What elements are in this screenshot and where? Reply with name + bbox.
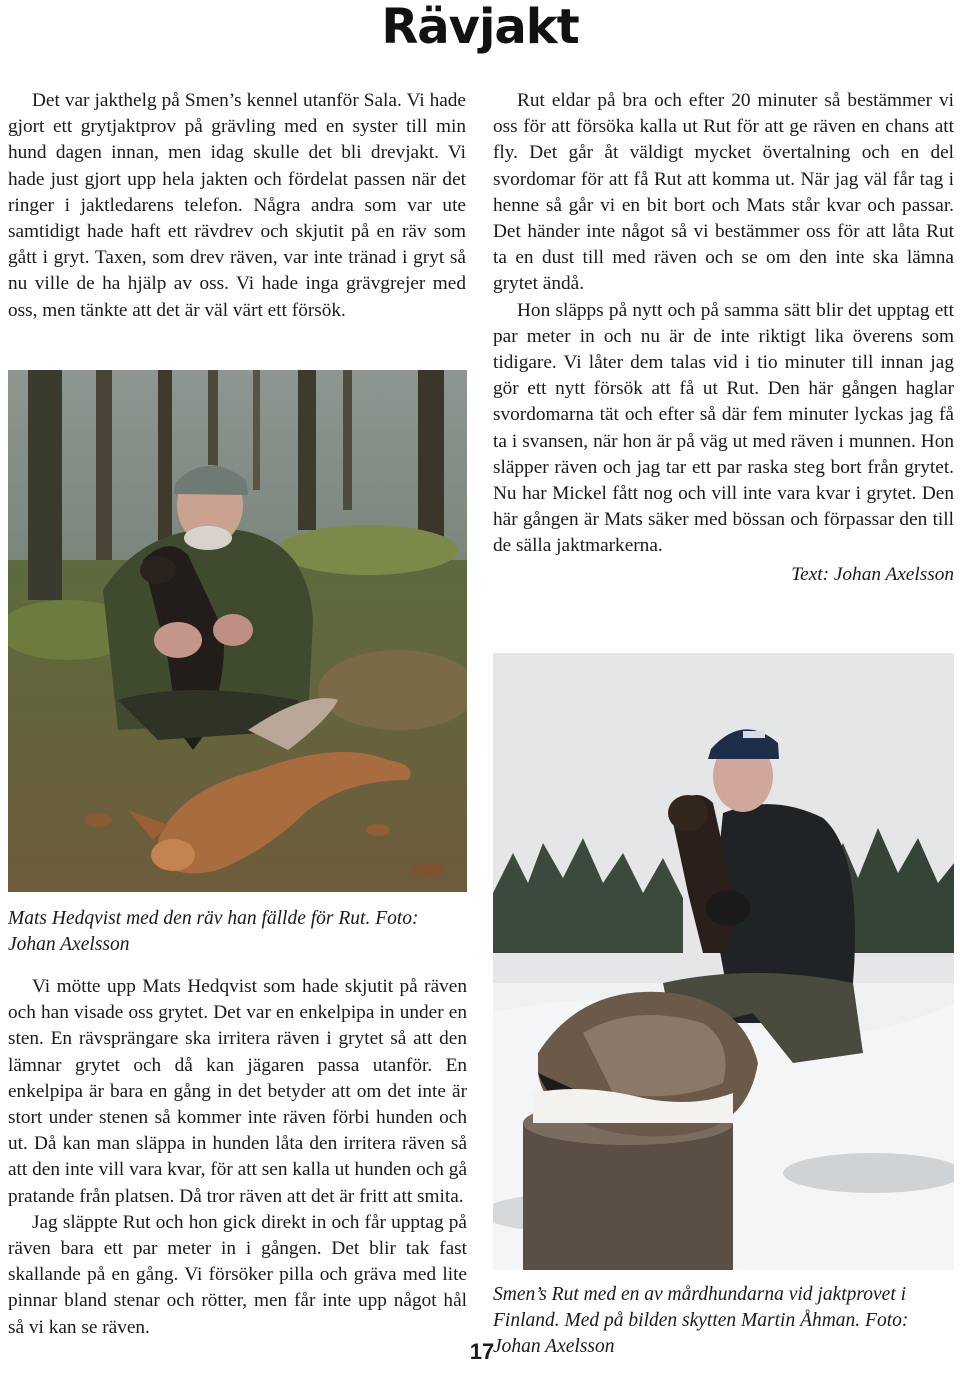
page-number: 17 [469, 1339, 495, 1364]
paragraph: Det var jakthelg på Smen’s kennel utanför Sala. Vi hade gjort ett grytjaktprov på grävling med en syster till min hund dagen innan, men idag skulle det bli drevjakt. Vi hade just gjort upp hela jakten och fördelat passen när det ringer i jaktledarens telefon. Några andra som var ute samtidigt hade haft ett rävdrev och skjutit på en räv som gått i gryt. Taxen, som drev räven, var inte tränad i gryt så nu ville de ha hjälp av oss. Vi hade inga grävgrejer med oss, men tänkte att det är väl värt ett försök. [8, 90, 466, 321]
photo-hunter-with-fox [8, 370, 467, 892]
forest-photo-illustration [8, 370, 467, 892]
column-left-top [8, 88, 466, 324]
paragraph: Rut eldar på bra och efter 20 minuter så bestämmer vi oss för att försöka kalla ut Rut för att ge räven en chans att fly. Det går åt väldigt mycket övertalning och en del svordomar för att få Rut att komma ut. När jag väl får tag i henne så går vi en bit bort och Mats står kvar och passar. Det händer inte något så vi bestämmer oss för att låta Rut ta en dust till med räven och se om den inte ska lämna grytet ändå. [493, 90, 954, 295]
photo2-caption: Smen’s Rut med en av mårdhundarna vid jaktprovet i Finland. Med på bilden skytten Martin Åhman. Foto: Johan Axelsson [493, 1284, 909, 1357]
photo1-caption: Mats Hedqvist med den räv han fällde för Rut. Foto: Johan Axelsson [8, 908, 419, 955]
column-left-bottom [8, 974, 467, 1341]
text-credit: Text: Johan Axelsson [791, 563, 954, 585]
paragraph: Jag släppte Rut och hon gick direkt in och får upptag på räven bara ett par meter in i gången. Det blir tak fast skallande på en gång. Vi försöker pilla och gräva med lite pinnar bland stenar och rötter, men får inte upp något hål så vi kan se räven. [8, 1211, 467, 1338]
photo-dog-with-raccoon-dog [493, 653, 954, 1270]
column-right [493, 88, 954, 588]
snow-photo-illustration [493, 653, 954, 1270]
paragraph: Vi mötte upp Mats Hedqvist som hade skjutit på räven och han visade oss grytet. Det var en enkelpipa in under en sten. En rävsprängare ska irritera räven i grytet så att den lämnar grytet och då kan jägaren passa utanför. En enkelpipa är bara en gång in det betyder att om det inte är stort under stenen så kommer inte räven förbi hunden och ut. Då kan man släppa in hunden låta den irritera räven så att den inte vill vara kvar, för att sen kalla ut hunden och gå pratande från platsen. Då tror räven att det är fritt att smita. [8, 976, 467, 1207]
paragraph: Hon släpps på nytt och på samma sätt blir det upptag ett par meter in och nu är de inte riktigt lika överens som tidigare. Vi låter dem talas vid i tio minuter till innan jag gör ett nytt försök att få ut Rut. Den här gången haglar svordomarna tät och efter så där fem minuter lyckas jag få ta i svansen, när hon är på väg ut med räven i munnen. Hon släpper räven och jag tar ett par raska steg bort från grytet. Nu har Mickel fått nog och vill inte vara kvar i grytet. Den här gången är Mats säker med bössan och förpassar den till de sälla jaktmarkerna. [493, 299, 954, 557]
article-title: Rävjakt [381, 0, 579, 55]
